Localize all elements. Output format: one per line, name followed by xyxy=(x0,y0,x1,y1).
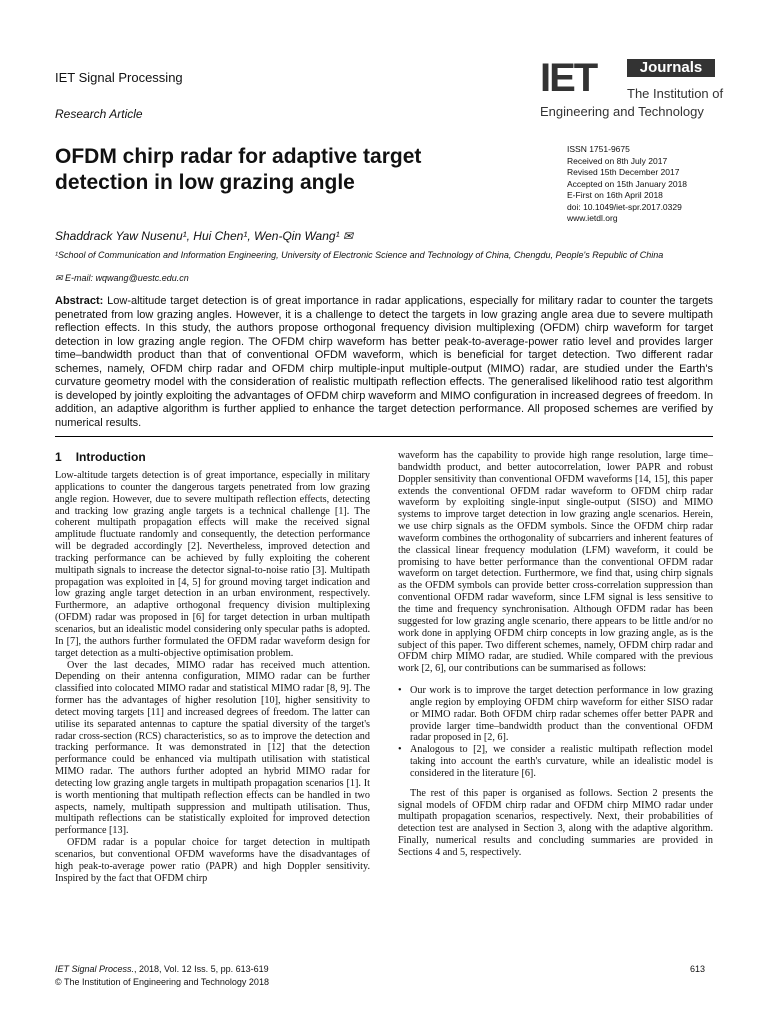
journals-badge: Journals xyxy=(627,59,715,77)
article-title: OFDM chirp radar for adaptive target detection in low grazing angle xyxy=(55,145,422,194)
meta-efirst: E-First on 16th April 2018 xyxy=(567,190,663,200)
meta-website[interactable]: www.ietdl.org xyxy=(567,213,618,223)
institution-line-2: Engineering and Technology xyxy=(540,104,704,119)
intro-paragraph-4: waveform has the capability to provide high range resolution, large time–bandwidth product, and better autocorrelation, lower PAPR and robust Doppler sensitivity than conventional OFDM waveforms [14, 15], this paper extends the conventional OFDM radar waveform to OFDM chirp radar waveform by exploiting single-input single-output (SISO) and MIMO systems to improve target detection in low grazing angle scenarios. Herein, we use chirp signals as the OFDM symbols. Since the OFDM chirp radar waveform combines the orthogonality of subcarriers and inherent features of the classical linear frequency modulation (LFM) waveform, it could be promising to have better performance than the conventional OFDM radar waveform on target detection. Furthermore, we find that, using chirp signals as the OFDM symbols can provide better cross-correlation suppression than conventional OFDM radar waveform, since LFM signal is less sensitive to the time and frequency synchronisation. Although OFDM radar has been suggested for low grazing angle scenario, there appears to be little and/or no work done in applying OFDM chirp concepts in low grazing angle, as is the subject of this paper. Two different schemes, namely, OFDM chirp radar and OFDM chirp MIMO radar, are studied. While compared with the previous work [2, 6], our contributions can be summarised as follows: xyxy=(398,450,713,675)
section-number: 1 xyxy=(55,450,62,464)
iet-logo xyxy=(540,56,724,122)
meta-accepted: Accepted on 15th January 2018 xyxy=(567,178,688,189)
author-email[interactable]: ✉ E-mail: wqwang@uestc.edu.cn xyxy=(55,273,189,283)
intro-paragraph-5: The rest of this paper is organised as follows. Section 2 presents the signal models of OFDM chirp radar and OFDM chirp MIMO radar under multipath propagation scenarios, respectively. Next, their probabilities of detection test are analysed in Section 3, along with the adaptive algorithm. Finally, numerical results and concluding summaries are provided in Sections 4 and 5, respectively. xyxy=(398,787,713,858)
section-title: Introduction xyxy=(75,450,146,464)
institution-line-1: The Institution of xyxy=(627,86,724,101)
intro-paragraph-1: Low-altitude targets detection is of great importance, especially in military applications to counter the dangerous targets penetrated from low grazing angle region. However, due to severe multipath reflection effects, detecting and tracking low grazing angle targets is a technical challenge [1]. The coherent multipath propagation effects will make the received signal amplitude fluctuate randomly and consequently, the detection performance will be degraded accordingly [2]. Nevertheless, improved detection and tracking performance can be achieved by fully exploiting the coherent multipath signals to increase the detector signal-to-noise ratio [3]. Multipath propagation was exploited in [4, 5] for ground moving target indication and low grazing angle target detection in an urban environment, respectively. Furthermore, an adaptive orthogonal frequency division multiplexing (OFDM) radar was proposed in [6] for target detection in urban multipath scenarios, but an idealistic model considering only specular paths is adopted. In [7], the authors further formulated the OFDM radar waveform design for target detection as a multi-objective optimisation problem. xyxy=(55,470,370,659)
meta-doi[interactable]: doi: 10.1049/iet-spr.2017.0329 xyxy=(567,201,682,212)
section-divider xyxy=(55,436,713,437)
right-column xyxy=(398,450,713,859)
article-type: Research Article xyxy=(55,107,143,121)
list-item: • Analogous to [2], we consider a realistic multipath reflection model taking into account the earth's curvature, while an idealistic model is considered in the literature [6]. xyxy=(398,744,713,779)
meta-revised: Revised 15th December 2017 xyxy=(567,167,680,177)
contributions-list xyxy=(398,685,713,780)
footer-journal-abbrev: IET Signal Process. xyxy=(55,964,135,974)
page-number: 613 xyxy=(690,964,706,974)
bullet-marker: • xyxy=(398,744,402,756)
left-column xyxy=(55,450,370,885)
intro-paragraph-3: OFDM radar is a popular choice for target detection in multipath scenarios, but conventional OFDM waveforms have the disadvantages of high peak-to-average power ratio (PAPR) and high Doppler sensitivity. Inspired by the fact that OFDM chirp xyxy=(55,837,370,884)
abstract xyxy=(55,295,713,430)
section-heading xyxy=(55,450,370,464)
meta-received: Received on 8th July 2017 xyxy=(567,155,668,166)
list-item: • Our work is to improve the target detection performance in low grazing angle region by employing OFDM chirp waveform for either SISO radar or MIMO radar. Both OFDM chirp radar schemes offer better PAPR and provide larger time–bandwidth product than the conventional OFDM radar proposed in [2, 6]. xyxy=(398,685,713,744)
footer-citation xyxy=(55,964,269,974)
intro-paragraph-2: Over the last decades, MIMO radar has received much attention. Depending on their antenna configuration, MIMO radar can be further classified into colocated MIMO radar and statistical MIMO radar [8, 9]. The former has the advantages of higher resolution [10], higher sensitivity to detect moving targets [11] and increased degrees of freedom. The latter can utilise its separated antennas to capture the spatial diversity of the target's radar cross-section (RCS) characteristics, so as to improve the detection and tracking performance. It was demonstrated in [12] that the detection performance could be enhanced via multipath utilisation with statistical MIMO radar. The authors further adopted an hybrid MIMO radar for detecting low grazing angle targets in multipath propagation scenarios [1]. It is worth mentioning that multipath reflection effects can be handled in two aspects, namely, multipath suppression and multipath utilisation. Thus, multipath reflections can be statistically exploited for improved detection performance [13]. xyxy=(55,659,370,837)
abstract-text: Low-altitude target detection is of great importance in radar applications, especially for military radar to counter the targets penetrated from low grazing angles. However, it is a challenge to detect the targets in low grazing angle area due to severe multipath reflection effects. In this study, the authors propose orthogonal frequency division multiplexing (OFDM) chirp waveform for target detection in low grazing angle region. The OFDM chirp waveform has better peak-to-average-power ratio level and provides larger time–bandwidth product than that of conventional OFDM waveform, which is beneficial for target detection. Two different radar schemes, namely, OFDM chirp radar and OFDM chirp multiple-input multiple-output (MIMO) radar, are studied under the Earth's curvature geometry model with the consideration of realistic multipath reflection effects. The generalised likelihood ratio test algorithm is developed by jointly exploiting the advantages of OFDM chirp waveform and MIMO configuration in increased degrees of freedom. In addition, an adaptive algorithm is further applied to enhance the target detection performance. All proposed schemes are verified by numerical results. xyxy=(55,295,713,429)
iet-logo-mark: IET xyxy=(540,56,597,100)
article-meta xyxy=(567,144,737,225)
footer-copyright: © The Institution of Engineering and Technology 2018 xyxy=(55,977,269,987)
journal-name: IET Signal Processing xyxy=(55,70,183,85)
bullet-marker: • xyxy=(398,685,402,697)
authors: Shaddrack Yaw Nusenu¹, Hui Chen¹, Wen-Qin Wang¹ ✉ xyxy=(55,229,353,243)
footer-volume: , 2018, Vol. 12 Iss. 5, pp. 613-619 xyxy=(134,964,269,974)
meta-issn: ISSN 1751-9675 xyxy=(567,144,630,154)
abstract-label: Abstract: xyxy=(55,295,104,307)
affiliation: ¹School of Communication and Information Engineering, University of Electronic Science and Technology of China, Chengdu, People's Republic of China xyxy=(55,250,664,260)
